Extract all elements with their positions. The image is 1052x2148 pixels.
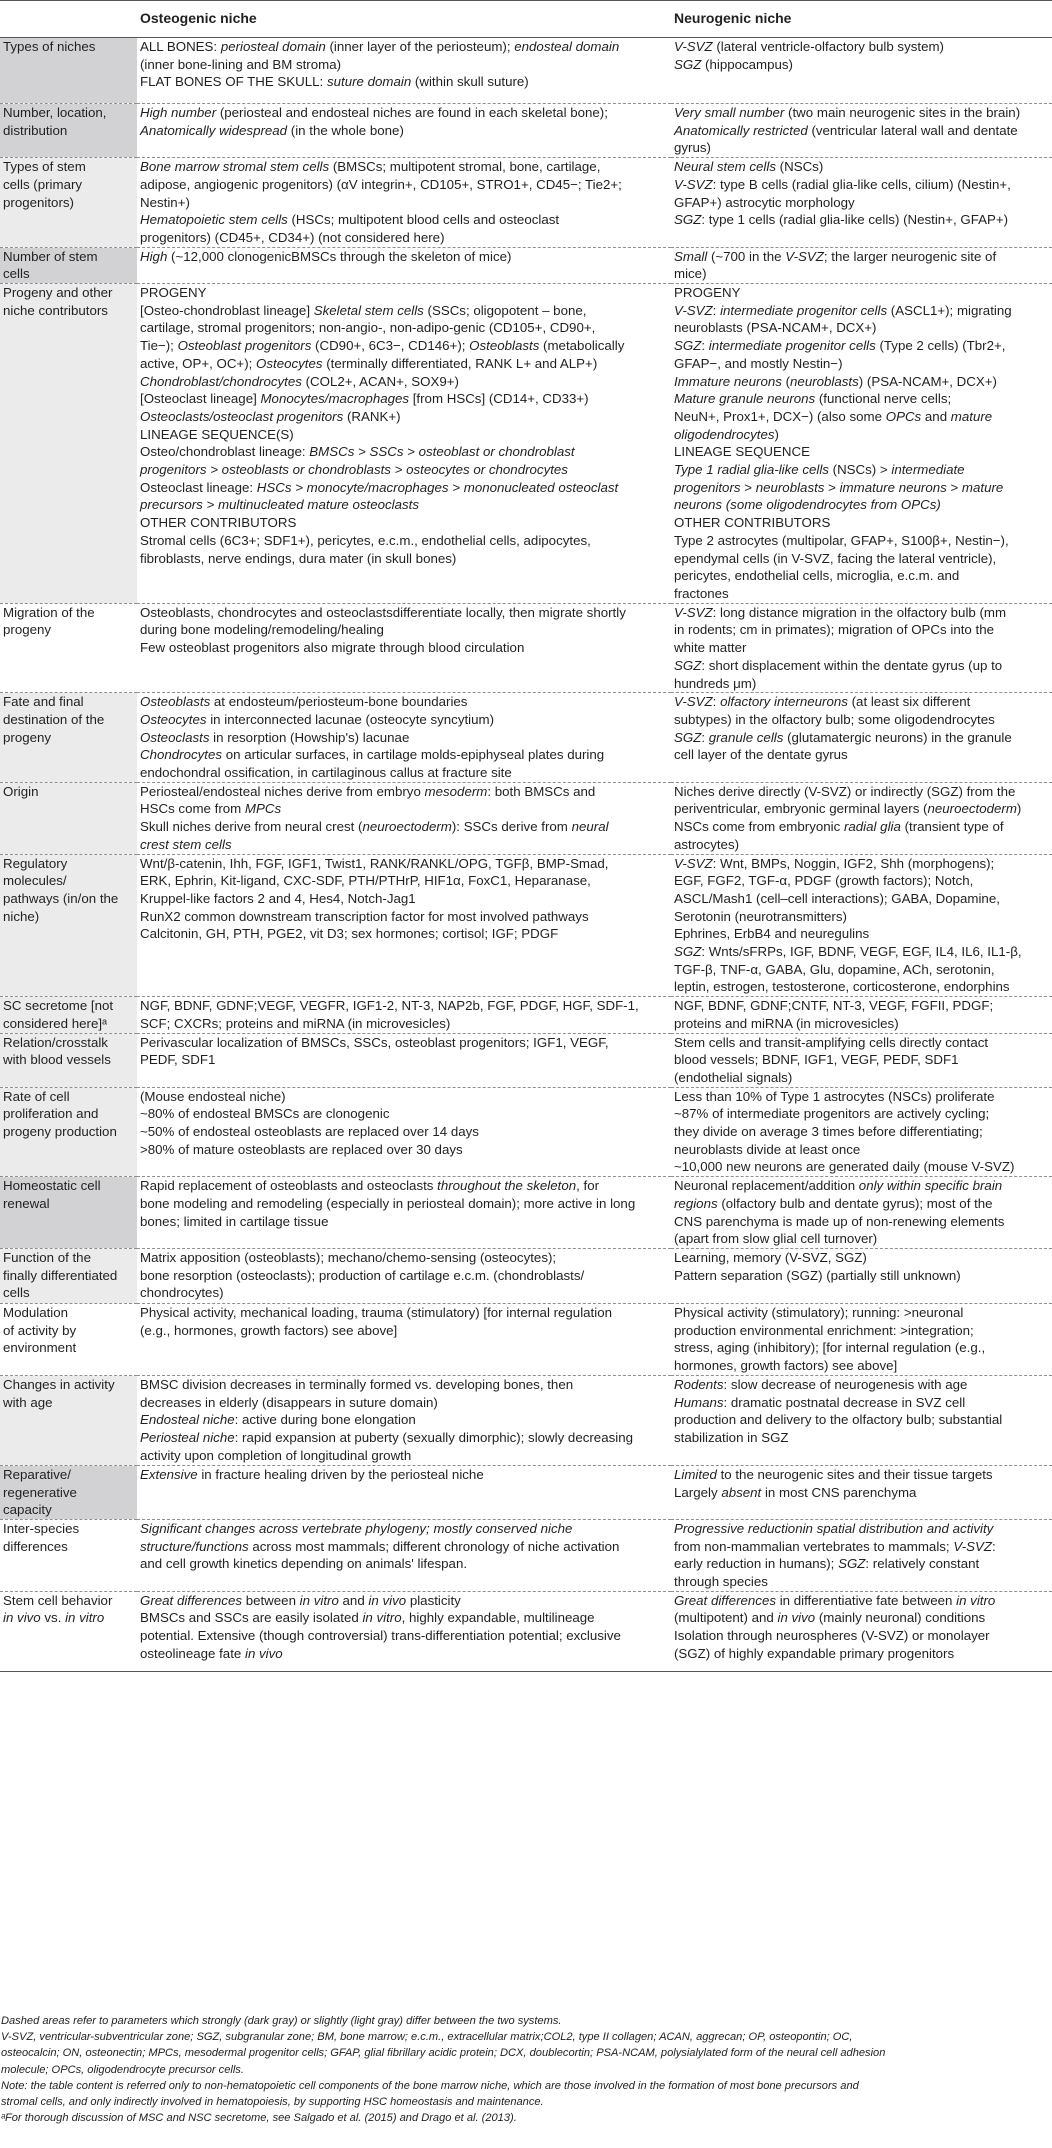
table-row [0, 693, 1052, 783]
cell-line: BMSCs and SSCs are easily isolated in vitro, highly expandable, multilineage [140, 1610, 595, 1626]
cell-line: progeny [3, 622, 52, 638]
cell-line: fractones [674, 585, 729, 601]
cell-line: PEDF, SDF1 [140, 1052, 216, 1068]
cell-line: distribution [3, 122, 68, 138]
cell-line: differences [3, 1538, 68, 1554]
cell-line: OTHER CONTRIBUTORS [140, 515, 297, 531]
cell-line: Homeostatic cell [3, 1178, 101, 1194]
row-parameter-label [0, 1304, 137, 1376]
cell-line: SGZ: granule cells (glutamatergic neurons) in the granule [674, 729, 1012, 745]
neurogenic-cell [671, 1591, 1052, 1671]
row-parameter-label [0, 247, 137, 283]
row-parameter-label [0, 284, 137, 604]
cell-line: ~10,000 new neurons are generated daily (mouse V-SVZ) [674, 1159, 1015, 1175]
cell-line: Great differences in differentiative fate between in vitro [674, 1592, 996, 1608]
cell-line: hormones, growth factors) see above] [674, 1358, 898, 1374]
cell-line: bone modeling and remodeling (especially in periosteal domain); more active in long [140, 1195, 636, 1211]
row-parameter-label [0, 1033, 137, 1087]
cell-line: Nestin+) [140, 194, 190, 210]
cell-line: LINEAGE SEQUENCE(S) [140, 426, 294, 442]
cell-line: structure/functions across most mammals; different chronology of niche activation [140, 1538, 620, 1554]
cell-line: SC secretome [not [3, 998, 114, 1014]
cell-line: Immature neurons (neuroblasts) (PSA-NCAM+, DCX+) [674, 373, 997, 389]
row-parameter-label [0, 158, 137, 248]
osteogenic-cell [137, 38, 671, 104]
neurogenic-cell [671, 158, 1052, 248]
cell-line: Osteoclasts in resorption (Howship's) lacunae [140, 729, 410, 745]
cell-line: Skull niches derive from neural crest (neuroectoderm): SSCs derive from neural [140, 819, 609, 835]
cell-line: finally differentiated [3, 1267, 118, 1283]
cell-line: Neuronal replacement/addition only within specific brain [674, 1178, 1003, 1194]
cell-line: CNS parenchyma is made up of non-renewing elements [674, 1213, 1005, 1229]
table-row [0, 38, 1052, 104]
cell-line: Chondroblast/chondrocytes (COL2+, ACAN+, SOX9+) [140, 373, 459, 389]
cell-line: Periosteal/endosteal niches derive from embryo mesoderm: both BMSCs and [140, 783, 596, 799]
cell-line: in vivo vs. in vitro [3, 1610, 105, 1626]
osteogenic-cell [137, 1177, 671, 1249]
cell-line: Types of stem [3, 159, 86, 175]
neurogenic-cell [671, 247, 1052, 283]
cell-line: niche contributors [3, 302, 108, 318]
neurogenic-cell [671, 603, 1052, 693]
table-header-row [0, 1, 1052, 38]
cell-line: proliferation and [3, 1106, 99, 1122]
neurogenic-cell [671, 284, 1052, 604]
cell-line: adipose, angiogenic progenitors) (αV integrin+, CD105+, STRO1+, CD45−; Tie2+; [140, 176, 622, 192]
cell-line: bone resorption (osteoclasts); production of cartilage e.c.m. (chondroblasts/ [140, 1267, 585, 1283]
cell-line: Isolation through neurospheres (V-SVZ) or monolayer [674, 1628, 990, 1644]
cell-line: SGZ: short displacement within the dentate gyrus (up to [674, 657, 1003, 673]
table-row [0, 104, 1052, 158]
footnote-line: molecule; OPCs, oligodendrocyte precursor cells. [1, 2063, 244, 2076]
table-row [0, 603, 1052, 693]
cell-line: OTHER CONTRIBUTORS [674, 515, 831, 531]
cell-line: considered here]ᵃ [3, 1015, 107, 1031]
cell-line: progeny [3, 729, 52, 745]
neurogenic-cell [671, 1304, 1052, 1376]
cell-line: Type 1 radial glia-like cells (NSCs) > intermediate [674, 462, 965, 478]
cell-line: astrocytes) [674, 836, 740, 852]
table-row [0, 854, 1052, 997]
row-parameter-label [0, 1177, 137, 1249]
cell-line: Changes in activity [3, 1376, 115, 1392]
cell-line: progenitors > neuroblasts > immature neurons > mature [674, 479, 1004, 495]
neurogenic-cell [671, 997, 1052, 1033]
neurogenic-cell [671, 1249, 1052, 1304]
cell-line: renewal [3, 1195, 50, 1211]
cell-line: Stem cell behavior [3, 1592, 113, 1608]
cell-line: Physical activity, mechanical loading, trauma (stimulatory) [for internal regulation [140, 1305, 612, 1320]
cell-line: ASCL/Mash1 (cell–cell interactions); GABA, Dopamine, [674, 890, 1000, 906]
cell-line: Osteoclast lineage: HSCs > monocyte/macrophages > mononucleated osteoclast [140, 479, 619, 495]
cell-line: Osteoblasts, chondrocytes and osteoclastsdifferentiate locally, then migrate shortly [140, 604, 626, 620]
table-row [0, 997, 1052, 1033]
cell-line: neuroblasts (PSA-NCAM+, DCX+) [674, 320, 877, 336]
cell-line: pericytes, endothelial cells, microglia, e.c.m. and [674, 568, 960, 584]
cell-line: SGZ: intermediate progenitor cells (Type 2 cells) (Tbr2+, [674, 338, 1006, 354]
cell-line: High (~12,000 clonogenicBMSCs through the skeleton of mice) [140, 248, 512, 264]
neurogenic-cell [671, 854, 1052, 997]
neurogenic-cell [671, 1177, 1052, 1249]
cell-line: V-SVZ (lateral ventricle-olfactory bulb system) [674, 39, 944, 54]
cell-line: Neural stem cells (NSCs) [674, 159, 824, 175]
row-parameter-label [0, 1465, 137, 1519]
osteogenic-cell [137, 693, 671, 783]
cell-line: Wnt/β-catenin, Ihh, FGF, IGF1, Twist1, RANK/RANKL/OPG, TGFβ, BMP-Smad, [140, 855, 609, 871]
cell-line: fibroblasts, nerve endings, dura mater (in skull bones) [140, 550, 457, 566]
cell-line: V-SVZ: intermediate progenitor cells (ASCL1+); migrating [674, 302, 1012, 318]
cell-line: [Osteo-chondroblast lineage] Skeletal stem cells (SSCs; oligopotent – bone, [140, 302, 587, 318]
cell-line: Mature granule neurons (functional nerve cells; [674, 391, 952, 407]
cell-line: decreases in elderly (disappears in suture domain) [140, 1394, 438, 1410]
neurogenic-cell [671, 1519, 1052, 1591]
row-parameter-label [0, 693, 137, 783]
row-parameter-label [0, 1375, 137, 1465]
row-parameter-label [0, 1249, 137, 1304]
osteogenic-cell [137, 782, 671, 854]
cell-line: of activity by [3, 1322, 77, 1338]
table-row [0, 1033, 1052, 1087]
row-parameter-label [0, 38, 137, 104]
cell-line: FLAT BONES OF THE SKULL: suture domain (within skull suture) [140, 74, 529, 90]
cell-line: Perivascular localization of BMSCs, SSCs, osteoblast progenitors; IGF1, VEGF, [140, 1034, 609, 1050]
cell-line: Osteocytes in interconnected lacunae (osteocyte syncytium) [140, 711, 495, 727]
cell-line: cartilage, stromal progenitors; non-angio-, non-adipo-genic (CD105+, CD90+, [140, 320, 596, 336]
cell-line: osteolineage fate in vivo [140, 1645, 283, 1661]
cell-line: cells [3, 266, 30, 282]
cell-line: ~80% of endosteal BMSCs are clonogenic [140, 1106, 390, 1122]
footnote-line: stromal cells, and only indirectly involved in hematopoiesis, by supporting HSC homeostasis and maintenance. [1, 2096, 544, 2109]
cell-line: production environmental enrichment: >integration; [674, 1322, 974, 1338]
cell-line: Significant changes across vertebrate phylogeny; mostly conserved niche [140, 1520, 573, 1536]
cell-line: Limited to the neurogenic sites and their tissue targets [674, 1466, 993, 1482]
cell-line: (endothelial signals) [674, 1069, 793, 1085]
cell-line: (e.g., hormones, growth factors) see above] [140, 1322, 398, 1338]
cell-line: Progeny and other [3, 285, 113, 301]
cell-line: SGZ (hippocampus) [674, 56, 793, 72]
cell-line: during bone modeling/remodeling/healing [140, 622, 384, 638]
header-parameter [0, 1, 137, 38]
neurogenic-cell [671, 782, 1052, 854]
cell-line: Endosteal niche: active during bone elongation [140, 1412, 416, 1428]
cell-line: Kruppel-like factors 2 and 4, Hes4, Notch-Jag1 [140, 890, 416, 906]
row-parameter-label [0, 104, 137, 158]
cell-line: Humans: dramatic postnatal decrease in SVZ cell [674, 1394, 966, 1410]
cell-line: SGZ: type 1 cells (radial glia-like cells) (Nestin+, GFAP+) [674, 212, 1009, 228]
cell-line: Ephrines, ErbB4 and neuregulins [674, 926, 870, 942]
cell-line: EGF, FGF2, TGF-α, PDGF (growth factors); Notch, [674, 873, 974, 889]
cell-line: progenitors) [3, 194, 74, 210]
neurogenic-cell [671, 38, 1052, 104]
cell-line: Anatomically restricted (ventricular lateral wall and dentate [674, 122, 1018, 138]
cell-line: (inner bone-lining and BM stroma) [140, 56, 342, 72]
cell-line: stabilization in SGZ [674, 1429, 789, 1445]
cell-line: regions (olfactory bulb and dentate gyrus); most of the [674, 1195, 993, 1211]
cell-line: High number (periosteal and endosteal niches are found in each skeletal bone); [140, 105, 608, 120]
cell-line: Few osteoblast progenitors also migrate through blood circulation [140, 640, 525, 656]
cell-line: Niches derive directly (V-SVZ) or indirectly (SGZ) from the [674, 783, 1016, 799]
cell-line: Number, location, [3, 105, 107, 120]
cell-line: RunX2 common downstream transcription factor for most involved pathways [140, 908, 589, 924]
cell-line: HSCs come from MPCs [140, 801, 282, 817]
cell-line: cells (primary [3, 176, 83, 192]
cell-line: Rate of cell [3, 1088, 70, 1104]
row-parameter-label [0, 1087, 137, 1177]
cell-line: from non-mammalian vertebrates to mammals; V-SVZ: [674, 1538, 996, 1554]
cell-line: Small (~700 in the V-SVZ; the larger neurogenic site of [674, 248, 997, 264]
cell-line: bones; limited in cartilage tissue [140, 1213, 329, 1229]
cell-line: chondrocytes) [140, 1285, 224, 1301]
table-footnotes [0, 2013, 1052, 2126]
cell-line: environment [3, 1340, 77, 1356]
neurogenic-cell [671, 693, 1052, 783]
table-row [0, 1465, 1052, 1519]
neurogenic-cell [671, 1375, 1052, 1465]
cell-line: mice) [674, 266, 707, 282]
cell-line: Types of niches [3, 39, 96, 54]
neurogenic-cell [671, 1033, 1052, 1087]
cell-line: blood vessels; BDNF, IGF1, VEGF, PEDF, SDF1 [674, 1052, 959, 1068]
cell-line: Number of stem [3, 248, 98, 264]
cell-line: Rodents: slow decrease of neurogenesis with age [674, 1376, 968, 1392]
osteogenic-cell [137, 247, 671, 283]
osteogenic-cell [137, 1249, 671, 1304]
cell-line: (multipotent) and in vivo (mainly neuronal) conditions [674, 1610, 986, 1626]
osteogenic-cell [137, 1591, 671, 1671]
cell-line: active, OP+, OC+); Osteocytes (terminally differentiated, RANK L+ and ALP+) [140, 355, 598, 371]
cell-line: Stromal cells (6C3+; SDF1+), pericytes, e.c.m., endothelial cells, adipocytes, [140, 532, 591, 548]
cell-line: Inter-species [3, 1520, 80, 1536]
cell-line: Osteoblasts at endosteum/periosteum-bone boundaries [140, 694, 468, 710]
osteogenic-cell [137, 1465, 671, 1519]
cell-line: potential. Extensive (though controversial) trans-differentiation potential; exclusive [140, 1628, 621, 1644]
cell-line: through species [674, 1574, 768, 1590]
cell-line: Function of the [3, 1250, 91, 1265]
cell-line: pathways (in/on the [3, 890, 119, 906]
cell-line: Type 2 astrocytes (multipolar, GFAP+, S100β+, Nestin−), [674, 532, 1009, 548]
cell-line: Pattern separation (SGZ) (partially still unknown) [674, 1267, 961, 1283]
cell-line: cells [3, 1285, 30, 1301]
row-parameter-label [0, 997, 137, 1033]
cell-line: precursors > multinucleated mature osteoclasts [140, 497, 419, 513]
cell-line: Great differences between in vitro and in vivo plasticity [140, 1592, 461, 1608]
cell-line: Tie−); Osteoblast progenitors (CD90+, 6C3−, CD146+); Osteoblasts (metabolically [140, 338, 625, 354]
cell-line: V-SVZ: olfactory interneurons (at least six different [674, 694, 971, 710]
cell-line: with blood vessels [3, 1052, 111, 1068]
footnote-line: V-SVZ, ventricular-subventricular zone; SGZ, subgranular zone; BM, bone marrow; e.c.m., extracellular matrix;COL2, type II collagen; ACAN, aggrecan; OP, osteopontin; OC, [1, 2031, 853, 2044]
cell-line: V-SVZ: type B cells (radial glia-like cells, cilium) (Nestin+, [674, 176, 1011, 192]
table-row [0, 782, 1052, 854]
cell-line: GFAP−, and mostly Nestin−) [674, 355, 843, 371]
cell-line: BMSC division decreases in terminally formed vs. developing bones, then [140, 1376, 574, 1392]
cell-line: Periosteal niche: rapid expansion at puberty (sexually dimorphic); slowly decreasing [140, 1429, 633, 1445]
cell-line: neuroblasts divide at least once [674, 1141, 861, 1157]
cell-line: white matter [674, 640, 747, 656]
cell-line: ERK, Ephrin, Kit-ligand, CXC-SDF, PTH/PTHrP, HIF1α, FoxC1, Heparanase, [140, 873, 591, 889]
cell-line: Origin [3, 783, 39, 799]
row-parameter-label [0, 603, 137, 693]
cell-line: Chondrocytes on articular surfaces, in cartilage molds-epiphyseal plates during [140, 747, 605, 763]
row-parameter-label [0, 1519, 137, 1591]
cell-line: >80% of mature osteoblasts are replaced over 30 days [140, 1141, 463, 1157]
cell-line: NGF, BDNF, GDNF;VEGF, VEGFR, IGF1-2, NT-3, NAP2b, FGF, PDGF, HGF, SDF-1, [140, 998, 639, 1014]
cell-line: Migration of the [3, 604, 95, 620]
table-row [0, 1087, 1052, 1177]
table-row [0, 284, 1052, 604]
cell-line: Matrix apposition (osteoblasts); mechano/chemo-sensing (osteocytes); [140, 1250, 557, 1265]
cell-line: Regulatory [3, 855, 68, 871]
cell-line: Reparative/ [3, 1466, 71, 1482]
cell-line: V-SVZ: Wnt, BMPs, Noggin, IGF2, Shh (morphogens); [674, 855, 995, 871]
cell-line: (SGZ) of highly expandable primary progenitors [674, 1645, 955, 1661]
cell-line: V-SVZ: long distance migration in the olfactory bulb (mm [674, 604, 1007, 620]
cell-line: Modulation [3, 1305, 69, 1320]
osteogenic-cell [137, 997, 671, 1033]
cell-line: progeny production [3, 1124, 117, 1140]
cell-line: Extensive in fracture healing driven by the periosteal niche [140, 1466, 484, 1482]
table-row [0, 1519, 1052, 1591]
cell-line: early reduction in humans); SGZ: relatively constant [674, 1556, 980, 1572]
cell-line: crest stem cells [140, 836, 232, 852]
cell-line: [Osteoclast lineage] Monocytes/macrophages [from HSCs] (CD14+, CD33+) [140, 391, 589, 407]
neurogenic-cell [671, 104, 1052, 158]
osteogenic-cell [137, 1519, 671, 1591]
cell-line: molecules/ [3, 873, 67, 889]
table-row [0, 247, 1052, 283]
cell-line: cell layer of the dentate gyrus [674, 747, 848, 763]
cell-line: endochondral ossification, in cartilaginous callus at fracture site [140, 765, 512, 781]
row-parameter-label [0, 854, 137, 997]
cell-line: gyrus) [674, 140, 711, 156]
table-row [0, 1177, 1052, 1249]
cell-line: PROGENY [140, 285, 207, 301]
cell-line: ~87% of intermediate progenitors are actively cycling; [674, 1106, 990, 1122]
cell-line: Calcitonin, GH, PTH, PGE2, vit D3; sex hormones; cortisol; IGF; PDGF [140, 926, 559, 942]
osteogenic-cell [137, 1304, 671, 1376]
osteogenic-cell [137, 603, 671, 693]
cell-line: regenerative [3, 1484, 77, 1500]
neurogenic-cell [671, 1087, 1052, 1177]
footnote-line: ᵃFor thorough discussion of MSC and NSC secretome, see Salgado et al. (2015) and Drago et al. (2013). [1, 2112, 517, 2125]
header-osteogenic-niche: Osteogenic niche [140, 10, 257, 27]
table-row [0, 1591, 1052, 1671]
cell-line: Anatomically widespread (in the whole bone) [140, 122, 404, 138]
table-row [0, 1249, 1052, 1304]
row-parameter-label [0, 1591, 137, 1671]
cell-line: in rodents; cm in primates); migration of OPCs into the [674, 622, 994, 638]
cell-line: leptin, estrogen, testosterone, corticosterone, endorphins [674, 979, 1010, 995]
cell-line: Osteo/chondroblast lineage: BMSCs > SSCs > osteoblast or chondroblast [140, 444, 575, 460]
cell-line: LINEAGE SEQUENCE [674, 444, 810, 460]
cell-line: Bone marrow stromal stem cells (BMSCs; multipotent stromal, bone, cartilage, [140, 159, 601, 175]
table-row [0, 1304, 1052, 1376]
cell-line: ependymal cells (in V-SVZ, facing the lateral ventricle), [674, 550, 997, 566]
cell-line: Rapid replacement of osteoblasts and osteoclasts throughout the skeleton, for [140, 1178, 600, 1194]
cell-line: SCF; CXCRs; proteins and miRNA (in microvesicles) [140, 1015, 451, 1031]
cell-line: SGZ: Wnts/sFRPs, IGF, BDNF, VEGF, EGF, IL4, IL6, IL1-β, [674, 944, 1022, 960]
table-row [0, 158, 1052, 248]
cell-line: oligodendrocytes) [674, 426, 779, 442]
cell-line: periventricular, embryonic germinal layers (neuroectoderm) [674, 801, 1022, 817]
cell-line: Fate and final [3, 694, 84, 710]
footnote-line: Dashed areas refer to parameters which strongly (dark gray) or slightly (light gray) differ between the two systems. [1, 2015, 562, 2027]
cell-line: neurons (some oligodendrocytes from OPCs) [674, 497, 941, 513]
cell-line: Relation/crosstalk [3, 1034, 108, 1050]
cell-line: subtypes) in the olfactory bulb; some oligodendrocytes [674, 711, 995, 727]
cell-line: Stem cells and transit-amplifying cells directly contact [674, 1034, 989, 1050]
cell-line: Hematopoietic stem cells (HSCs; multipotent blood cells and osteoclast [140, 212, 560, 228]
cell-line: TGF-β, TNF-α, GABA, Glu, dopamine, ACh, serotonin, [674, 961, 995, 977]
cell-line: NGF, BDNF, GDNF;CNTF, NT-3, VEGF, FGFII, PDGF; [674, 998, 994, 1014]
cell-line: proteins and miRNA (in microvesicles) [674, 1015, 899, 1031]
cell-line: NSCs come from embryonic radial glia (transient type of [674, 819, 1004, 835]
cell-line: destination of the [3, 711, 105, 727]
cell-line: Serotonin (neurotransmitters) [674, 908, 847, 924]
cell-line: Learning, memory (V-SVZ, SGZ) [674, 1250, 867, 1265]
cell-line: and cell growth kinetics depending on animals' lifespan. [140, 1556, 468, 1572]
cell-line: (Mouse endosteal niche) [140, 1088, 286, 1104]
osteogenic-cell [137, 1033, 671, 1087]
cell-line: GFAP+) astrocytic morphology [674, 194, 855, 210]
footnote-line: osteocalcin; ON, osteonectin; MPCs, mesodermal progenitor cells; GFAP, glial fibrillary acidic protein; DCX, doublecortin; PSA-NCAM, polysialylated form of the neural cell adhesion [1, 2047, 886, 2060]
cell-line: Very small number (two main neurogenic sites in the brain) [674, 105, 1021, 120]
cell-line: with age [3, 1394, 53, 1410]
osteogenic-cell [137, 284, 671, 604]
osteogenic-cell [137, 1375, 671, 1465]
cell-line: activity upon completion of longitudinal growth [140, 1447, 412, 1463]
neurogenic-cell [671, 1465, 1052, 1519]
cell-line: stress, aging (inhibitory); [for internal regulation (e.g., [674, 1340, 986, 1356]
header-neurogenic-niche: Neurogenic niche [674, 10, 792, 27]
osteogenic-cell [137, 1087, 671, 1177]
cell-line: Largely absent in most CNS parenchyma [674, 1484, 917, 1500]
cell-line: (apart from slow glial cell turnover) [674, 1231, 878, 1247]
cell-line: production and delivery to the olfactory bulb; substantial [674, 1412, 1003, 1428]
cell-line: Less than 10% of Type 1 astrocytes (NSCs) proliferate [674, 1088, 995, 1104]
osteogenic-cell [137, 104, 671, 158]
cell-line: NeuN+, Prox1+, DCX−) (also some OPCs and mature [674, 408, 993, 424]
cell-line: PROGENY [674, 285, 741, 301]
footnote-line: Note: the table content is referred only to non-hematopoietic cell components of the bone marrow niche, which are those involved in the formation of most bone precursors and [1, 2079, 859, 2092]
table-row [0, 1375, 1052, 1465]
cell-line: niche) [3, 908, 40, 924]
cell-line: ALL BONES: periosteal domain (inner layer of the periosteum); endosteal domain [140, 39, 620, 54]
row-parameter-label [0, 782, 137, 854]
cell-line: capacity [3, 1502, 52, 1518]
cell-line: Physical activity (stimulatory); running: >neuronal [674, 1305, 964, 1320]
cell-line: ~50% of endosteal osteoblasts are replaced over 14 days [140, 1124, 479, 1140]
osteogenic-cell [137, 854, 671, 997]
cell-line: Progressive reductionin spatial distribution and activity [674, 1520, 994, 1536]
osteogenic-cell [137, 158, 671, 248]
cell-line: they divide on average 3 times before differentiating; [674, 1124, 983, 1140]
cell-line: progenitors) (CD45+, CD34+) (not considered here) [140, 229, 445, 245]
cell-line: hundreds μm) [674, 675, 757, 691]
cell-line: Osteoclasts/osteoclast progenitors (RANK+) [140, 408, 401, 424]
cell-line: progenitors > osteoblasts or chondroblasts > osteocytes or chondrocytes [140, 462, 568, 478]
